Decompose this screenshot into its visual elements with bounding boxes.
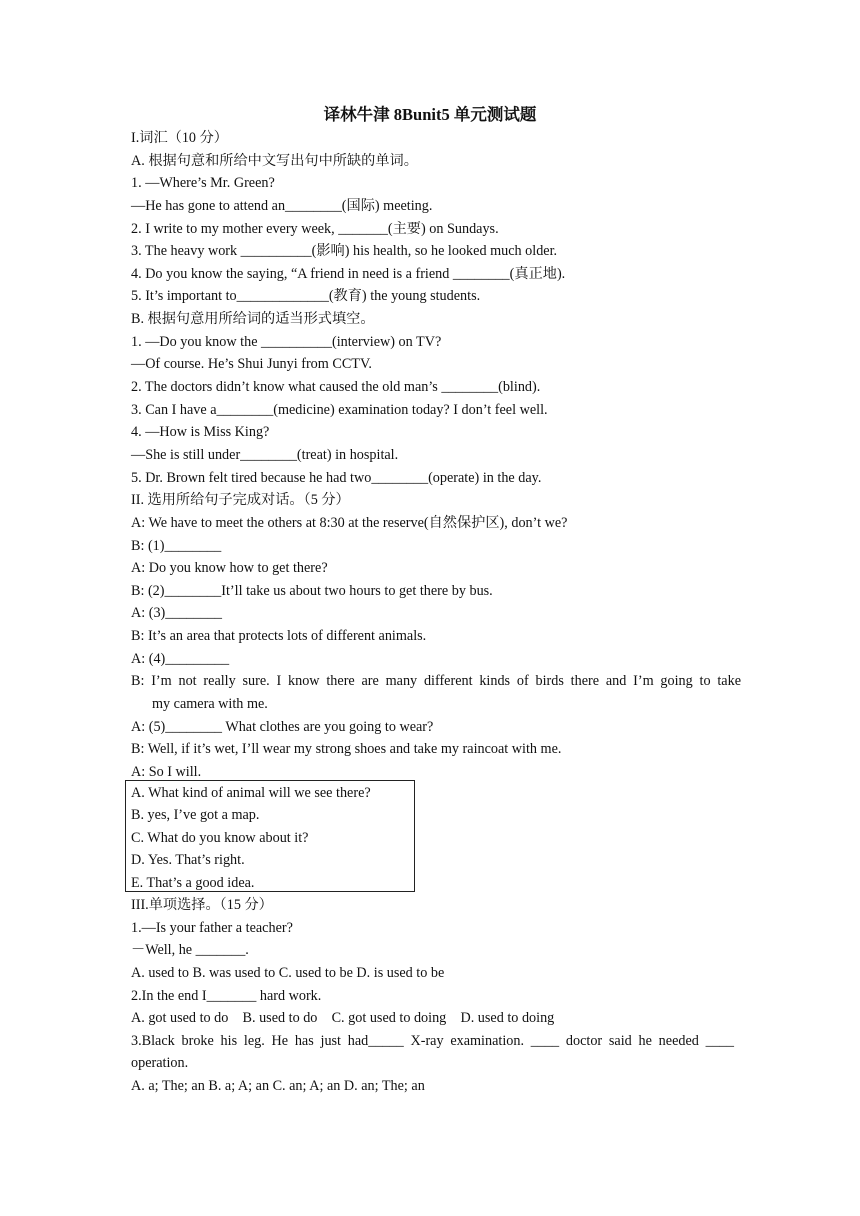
dialogue-line: B: Well, if it’s wet, I’ll wear my strong shoes and take my raincoat with me.	[131, 741, 562, 758]
question-line: 3.Black broke his leg. He has just had_____ X-ray examination. ____ doctor said he needed ____	[131, 1032, 734, 1049]
option-b: B. yes, I’ve got a map.	[131, 807, 260, 824]
exam-body-upper	[131, 127, 741, 784]
question-line: 4. —How is Miss King?	[131, 424, 270, 441]
question-line: 2. The doctors didn’t know what caused the old man’s ________(blind).	[131, 379, 541, 396]
dialogue-line-continued: my camera with me.	[152, 696, 268, 713]
answer-choices: A. got used to do B. used to do C. got used to doing D. used to doing	[131, 1010, 555, 1027]
question-line: —He has gone to attend an________(国际) meeting.	[131, 197, 433, 214]
question-line: —Of course. He’s Shui Junyi from CCTV.	[131, 356, 372, 373]
option-a: A. What kind of animal will we see there?	[131, 785, 371, 801]
section-heading-multiple-choice: III.单项选择。（15 分）	[131, 897, 273, 913]
question-line: －Well, he _______.	[131, 942, 249, 959]
options-box	[125, 780, 415, 892]
section-heading-vocabulary: I.词汇（10 分）	[131, 130, 228, 146]
question-line: 5. Dr. Brown felt tired because he had two________(operate) in the day.	[131, 469, 542, 486]
question-line: 2.In the end I_______ hard work.	[131, 987, 322, 1004]
option-e: E. That’s a good idea.	[131, 874, 255, 891]
question-line: 5. It’s important to_____________(教育) the young students.	[131, 288, 481, 305]
page-title: 译林牛津 8Bunit5 单元测试题	[323, 105, 537, 124]
dialogue-line: A: (4)_________	[131, 650, 230, 667]
answer-choices: A. used to B. was used to C. used to be D. is used to be	[131, 964, 445, 981]
dialogue-line: B: It’s an area that protects lots of different animals.	[131, 628, 427, 645]
question-line: 3. The heavy work __________(影响) his health, so he looked much older.	[131, 243, 558, 260]
section-heading-dialogue: II. 选用所给句子完成对话。（5 分）	[131, 492, 350, 509]
question-line: 1. —Where’s Mr. Green?	[131, 175, 275, 192]
subsection-heading-b: B. 根据句意用所给词的适当形式填空。	[131, 311, 375, 328]
question-line: 2. I write to my mother every week, _______(主要) on Sundays.	[131, 220, 499, 237]
question-line: 4. Do you know the saying, “A friend in need is a friend ________(真正地).	[131, 265, 566, 282]
question-line: —She is still under________(treat) in hospital.	[131, 446, 399, 463]
exam-body-lower	[131, 894, 734, 1098]
dialogue-line: B: (2)________It’ll take us about two hours to get there by bus.	[131, 582, 493, 599]
subsection-heading-a: A. 根据句意和所给中文写出句中所缺的单词。	[131, 152, 418, 169]
dialogue-line: A: We have to meet the others at 8:30 at the reserve(自然保护区), don’t we?	[131, 514, 568, 531]
question-line: 1.—Is your father a teacher?	[131, 919, 293, 936]
dialogue-line: A: Do you know how to get there?	[131, 560, 328, 577]
dialogue-line: A: (5)________ What clothes are you going to wear?	[131, 718, 434, 735]
question-line-continued: operation.	[131, 1055, 189, 1072]
option-d: D. Yes. That’s right.	[131, 852, 245, 869]
question-line: 1. —Do you know the __________(interview) on TV?	[131, 333, 442, 350]
dialogue-line: B: I’m not really sure. I know there are many different kinds of birds there and I’m going to take	[131, 673, 741, 690]
dialogue-line: A: (3)________	[131, 605, 223, 622]
dialogue-line: A: So I will.	[131, 763, 202, 780]
question-line: 3. Can I have a________(medicine) examination today? I don’t feel well.	[131, 401, 548, 418]
option-c: C. What do you know about it?	[131, 829, 309, 846]
dialogue-line: B: (1)________	[131, 537, 222, 554]
answer-choices: A. a; The; an B. a; A; an C. an; A; an D. an; The; an	[131, 1078, 425, 1095]
